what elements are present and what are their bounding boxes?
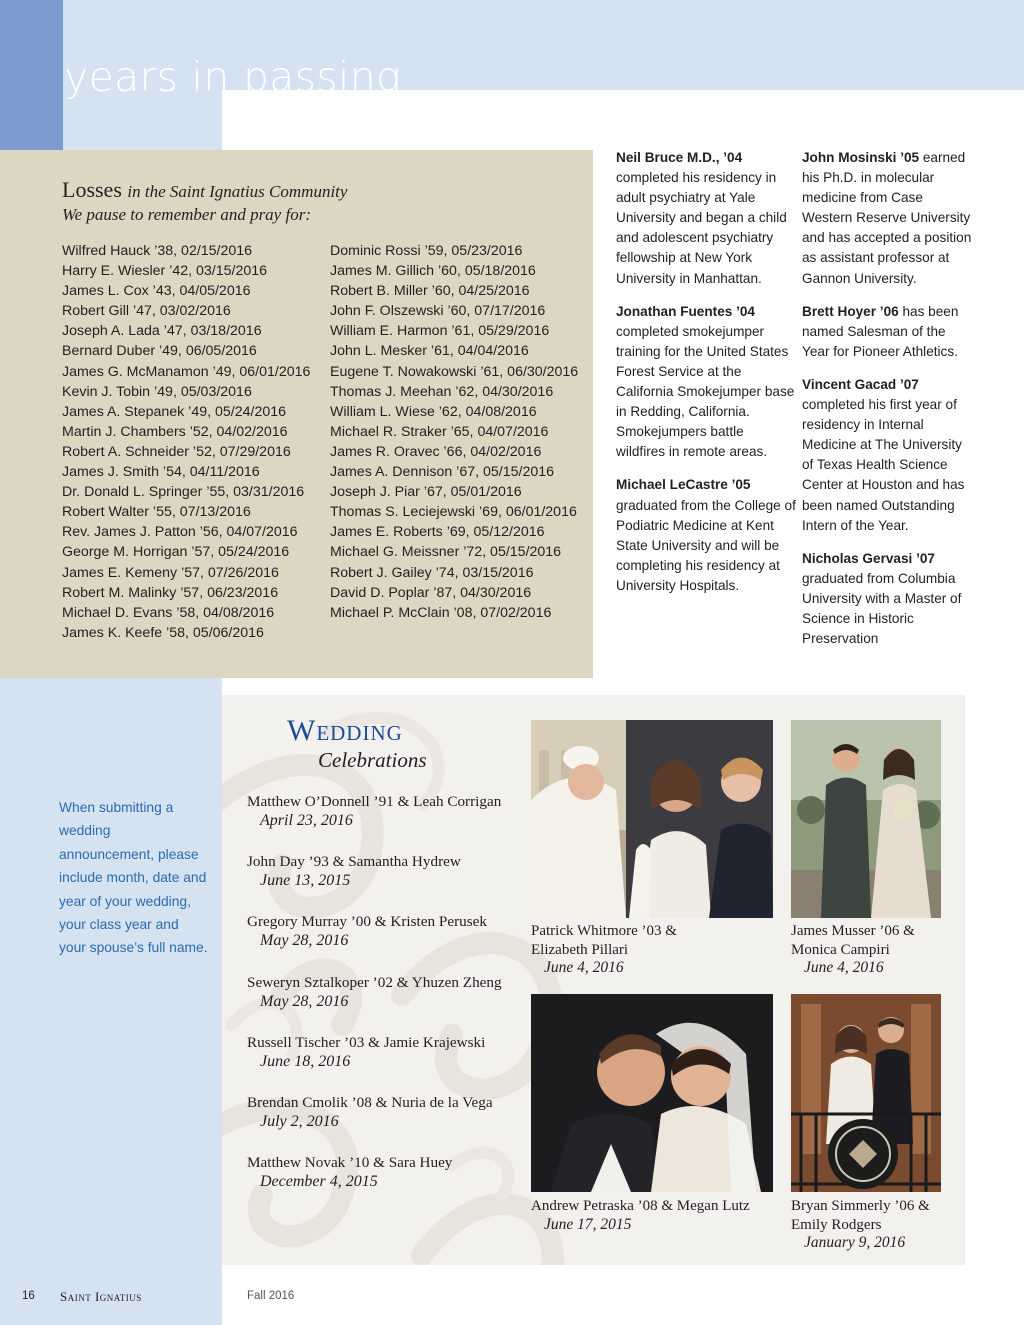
loss-entry: William E. Harmon ’61, 05/29/2016 — [330, 323, 550, 340]
news-text: completed smokejumper training for the United States Forest Service at the California Smokejumper base in Redding, California. Smokejumpers battle wildfires in remote areas. — [616, 323, 795, 460]
news-name: Neil Bruce M.D., ’04 — [616, 150, 743, 165]
wedding-entry — [247, 973, 517, 1033]
news-text: has been named Salesman of the Year for Pioneer Athletics. — [802, 303, 959, 359]
issue-label: Fall 2016 — [247, 1290, 295, 1302]
loss-entry: Robert Gill ’47, 03/02/2016 — [62, 303, 231, 320]
news-item — [802, 375, 972, 536]
wedding-couple: Gregory Murray ’00 & Kristen Perusek — [247, 913, 487, 931]
wedding-couple: John Day ’93 & Samantha Hydrew — [247, 853, 461, 871]
accent-block — [0, 0, 63, 150]
news-text: graduated from Columbia University with a Master of Science in Historic Preservation — [802, 570, 962, 647]
wedding-date: May 28, 2016 — [260, 992, 349, 1010]
loss-entry: James L. Cox ’43, 04/05/2016 — [62, 283, 251, 300]
loss-entry: Robert M. Malinky ’57, 06/23/2016 — [62, 584, 279, 601]
loss-entry: William L. Wiese ’62, 04/08/2016 — [330, 403, 537, 420]
loss-entry: Martin J. Chambers ’52, 04/02/2016 — [62, 423, 288, 440]
news-text: earned his Ph.D. in molecular medicine from Case Western Reserve University and has accepted a position as assistant professor at Gannon University. — [802, 150, 972, 286]
loss-entry: Kevin J. Tobin ’49, 05/03/2016 — [62, 383, 252, 400]
news-item — [616, 148, 796, 289]
photo-petraska-lutz — [531, 994, 773, 1192]
loss-entry: James A. Stepanek ’49, 05/24/2016 — [62, 403, 287, 420]
news-name: John Mosinski ’05 — [802, 150, 920, 165]
wedding-date: July 2, 2016 — [260, 1112, 339, 1130]
wedding-date: December 4, 2015 — [260, 1173, 378, 1191]
loss-entry: James E. Kemeny ’57, 07/26/2016 — [62, 564, 279, 581]
loss-entry: John L. Mesker ’61, 04/04/2016 — [330, 343, 529, 360]
news-item — [802, 549, 972, 649]
caption-date: June 17, 2015 — [544, 1215, 632, 1233]
losses-column-1 — [62, 241, 310, 643]
caption-date: June 4, 2016 — [804, 959, 884, 976]
loss-entry: Rev. James J. Patton ’56, 04/07/2016 — [62, 524, 298, 541]
loss-entry: Eugene T. Nowakowski ’61, 06/30/2016 — [330, 363, 579, 380]
alumni-news-column-2 — [802, 148, 972, 662]
loss-entry: Michael D. Evans ’58, 04/08/2016 — [62, 604, 275, 621]
loss-entry: Wilfred Hauck ’38, 02/15/2016 — [62, 243, 253, 259]
loss-entry: Michael P. McClain ’08, 07/02/2016 — [330, 604, 552, 621]
wedding-date: April 23, 2016 — [260, 812, 353, 829]
photo-petraska-lutz-image — [531, 994, 773, 1192]
news-item — [616, 302, 796, 463]
loss-entry: Robert J. Gailey ’74, 03/15/2016 — [330, 564, 534, 581]
losses-heading-rest: in the Saint Ignatius Community — [127, 182, 348, 201]
submission-note: When submitting a wedding announcement, please include month, date and year of your wedding, your class year and your spouse’s full name. — [59, 800, 208, 956]
wedding-entry — [247, 852, 517, 912]
wedding-couple: Matthew Novak ’10 & Sara Huey — [247, 1154, 453, 1172]
page-title: years in passing — [64, 53, 401, 101]
loss-entry: Joseph A. Lada ’47, 03/18/2016 — [62, 323, 262, 340]
caption-line: Andrew Petraska ’08 & Megan Lutz — [531, 1198, 750, 1214]
losses-heading — [62, 177, 347, 203]
caption-whitmore-pillari — [531, 922, 773, 978]
loss-entry: Robert Walter ’55, 07/13/2016 — [62, 504, 251, 521]
losses-subheading: We pause to remember and pray for: — [62, 205, 311, 224]
loss-entry: Joseph J. Piar ’67, 05/01/2016 — [330, 484, 522, 501]
wedding-date: June 13, 2015 — [260, 872, 351, 890]
caption-line: Bryan Simmerly ’06 & — [791, 1198, 930, 1214]
page-number: 16 — [22, 1290, 35, 1302]
wedding-entry — [247, 912, 517, 972]
losses-heading-main: Losses — [62, 177, 122, 202]
photo-simmerly-rodgers-image — [791, 994, 941, 1192]
loss-entry: Robert B. Miller ’60, 04/25/2016 — [330, 283, 530, 300]
loss-entry: John F. Olszewski ’60, 07/17/2016 — [330, 303, 546, 320]
photo-whitmore-pillari — [531, 720, 773, 918]
loss-entry: David D. Poplar ’87, 04/30/2016 — [330, 584, 532, 601]
news-name: Jonathan Fuentes ’04 — [616, 303, 755, 319]
caption-line: Elizabeth Pillari — [531, 941, 629, 958]
publication-name: Saint Ignatius — [60, 1289, 142, 1304]
loss-entry: Michael G. Meissner ’72, 05/15/2016 — [330, 544, 562, 561]
caption-simmerly-rodgers — [791, 1197, 941, 1253]
wedding-couple: Brendan Cmolik ’08 & Nuria de la Vega — [247, 1093, 493, 1111]
loss-entry: Thomas J. Meehan ’62, 04/30/2016 — [330, 383, 554, 400]
loss-entry: James E. Roberts ’69, 05/12/2016 — [330, 524, 545, 541]
news-item — [802, 302, 972, 362]
wedding-couple: Seweryn Sztalkoper ’02 & Yhuzen Zheng — [247, 973, 502, 991]
news-text: completed his first year of residency in Internal Medicine at The University of Texas Health Science Center at Houston and has been named Outstanding Intern of the Year. — [802, 397, 965, 533]
photo-whitmore-pillari-image — [531, 720, 773, 918]
loss-entry: James G. McManamon ’49, 06/01/2016 — [62, 363, 311, 380]
caption-musser-campiri — [791, 922, 941, 978]
alumni-news-column-1 — [616, 148, 796, 609]
caption-line: Patrick Whitmore ’03 & — [531, 923, 677, 939]
wedding-heading: Wedding — [287, 714, 403, 747]
loss-entry: Bernard Duber ’49, 06/05/2016 — [62, 343, 257, 360]
loss-entry: James K. Keefe ’58, 05/06/2016 — [62, 624, 264, 641]
wedding-date: May 28, 2016 — [260, 932, 349, 950]
loss-entry: Thomas S. Leciejewski ’69, 06/01/2016 — [330, 504, 577, 521]
news-text: graduated from the College of Podiatric Medicine at Kent State University and will be completing his residency at University Hospitals. — [616, 497, 796, 593]
news-text: completed his residency in adult psychiatry at Yale University and began a child and adolescent psychiatry fellowship at New York University in Manhattan. — [616, 170, 787, 286]
wedding-date: June 18, 2016 — [260, 1052, 351, 1070]
loss-entry: George M. Horrigan ’57, 05/24/2016 — [62, 544, 290, 561]
caption-date: January 9, 2016 — [804, 1234, 906, 1251]
loss-entry: Dr. Donald L. Springer ’55, 03/31/2016 — [62, 484, 305, 501]
loss-entry: James J. Smith ’54, 04/11/2016 — [62, 464, 260, 481]
news-name: Vincent Gacad ’07 — [802, 376, 919, 392]
loss-entry: Dominic Rossi ’59, 05/23/2016 — [330, 243, 523, 259]
losses-column-2 — [330, 241, 578, 623]
photo-simmerly-rodgers — [791, 994, 941, 1192]
photo-musser-campiri — [791, 720, 941, 918]
caption-line: Monica Campiri — [791, 941, 890, 958]
wedding-list — [247, 792, 517, 1213]
wedding-entry — [247, 1153, 517, 1213]
loss-entry: James A. Dennison ’67, 05/15/2016 — [330, 464, 554, 481]
loss-entry: Robert A. Schneider ’52, 07/29/2016 — [62, 443, 291, 460]
loss-entry: Harry E. Wiesler ’42, 03/15/2016 — [62, 263, 268, 280]
loss-entry: James R. Oravec ’66, 04/02/2016 — [330, 443, 542, 460]
loss-entry: James M. Gillich ’60, 05/18/2016 — [330, 263, 536, 280]
photo-musser-campiri-image — [791, 720, 941, 918]
caption-date: June 4, 2016 — [544, 959, 624, 976]
news-name: Nicholas Gervasi ’07 — [802, 550, 935, 566]
news-name: Michael LeCastre ’05 — [616, 477, 751, 493]
news-item — [802, 148, 972, 289]
wedding-entry — [247, 792, 517, 852]
caption-line: Emily Rodgers — [791, 1216, 882, 1233]
news-name: Brett Hoyer ’06 — [802, 303, 899, 319]
loss-entry: Michael R. Straker ’65, 04/07/2016 — [330, 423, 549, 440]
news-item — [616, 475, 796, 596]
wedding-couple: Matthew O’Donnell ’91 & Leah Corrigan — [247, 793, 502, 810]
wedding-subheading: Celebrations — [318, 748, 427, 772]
caption-petraska-lutz — [531, 1197, 773, 1234]
wedding-entry — [247, 1093, 517, 1153]
caption-line: James Musser ’06 & — [791, 923, 915, 939]
wedding-entry — [247, 1033, 517, 1093]
wedding-couple: Russell Tischer ’03 & Jamie Krajewski — [247, 1033, 486, 1051]
